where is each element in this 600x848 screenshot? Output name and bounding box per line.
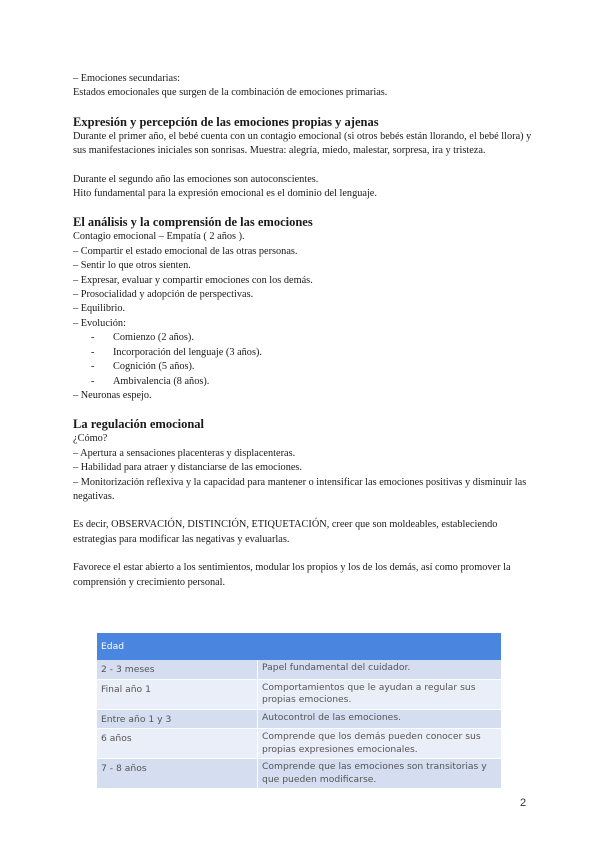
paragraph-primer-ano: Durante el primer año, el bebé cuenta con un contagio emocional (si otros bebés están llorando, el bebé llora) y sus manifestaciones iniciales son sonrisas. Muestra: alegría, miedo, malestar, sorpresa, ira y tristeza. bbox=[73, 130, 532, 157]
list-item: – Neuronas espejo. bbox=[73, 389, 152, 401]
table-header-row bbox=[97, 633, 501, 660]
table-cell-description: Comportamientos que le ayudan a regular sus propias emociones. bbox=[258, 679, 502, 709]
age-table bbox=[97, 633, 501, 789]
table-row bbox=[97, 729, 501, 759]
section-title-analisis: El análisis y la comprensión de las emociones bbox=[73, 215, 313, 230]
sub-list-dash: - bbox=[91, 375, 95, 387]
intro-line-2: Estados emocionales que surgen de la combinación de emociones primarias. bbox=[73, 87, 388, 99]
sub-list-dash: - bbox=[91, 332, 95, 344]
intro-line-1: – Emociones secundarias: bbox=[73, 73, 180, 84]
table-cell-description: Comprende que los demás pueden conocer sus propias expresiones emocionales. bbox=[258, 729, 502, 759]
table-cell-age: Entre año 1 y 3 bbox=[97, 709, 258, 729]
table-header-cell bbox=[258, 633, 502, 660]
table-cell-description: Autocontrol de las emociones. bbox=[258, 709, 502, 729]
question-line: ¿Cómo? bbox=[73, 433, 108, 445]
page-body bbox=[73, 72, 533, 590]
list-item: – Prosocialidad y adopción de perspectivas. bbox=[73, 289, 254, 301]
table-cell-description: Comprende que las emociones son transitorias y que pueden modificarse. bbox=[258, 759, 502, 789]
section-title-expresion: Expresión y percepción de las emociones propias y ajenas bbox=[73, 114, 379, 129]
table-cell-age: Final año 1 bbox=[97, 679, 258, 709]
sub-list-item: - Incorporación del lenguaje (3 años). bbox=[73, 346, 533, 360]
list-item: – Sentir lo que otros sienten. bbox=[73, 260, 191, 272]
list-item: Contagio emocional – Empatía ( 2 años ). bbox=[73, 231, 245, 243]
list-item: – Evolución: bbox=[73, 317, 126, 329]
paragraph-favorece: Favorece el estar abierto a los sentimientos, modular los propios y los de los demás, así como promover la comprensión y crecimiento personal. bbox=[73, 562, 511, 588]
table-row bbox=[97, 660, 501, 679]
list-item: – Expresar, evaluar y compartir emociones con los demás. bbox=[73, 274, 313, 286]
sub-list-item: - Comienzo (2 años). bbox=[73, 331, 533, 345]
table-row bbox=[97, 679, 501, 709]
sub-list-dash: - bbox=[91, 361, 95, 373]
table-cell-description: Papel fundamental del cuidador. bbox=[258, 660, 502, 679]
list-item: – Monitorización reflexiva y la capacidad para mantener o intensificar las emociones positivas y disminuir las negativas. bbox=[73, 476, 527, 502]
list-item: – Compartir el estado emocional de las otras personas. bbox=[73, 245, 298, 257]
sub-list-item: - Ambivalencia (8 años). bbox=[73, 375, 533, 389]
list-item: – Habilidad para atraer y distanciarse de las emociones. bbox=[73, 462, 303, 474]
paragraph-es-decir: Es decir, OBSERVACIÓN, DISTINCIÓN, ETIQUETACIÓN, creer que son moldeables, estableciendo estrategias para modificar las negativas y evaluarlas. bbox=[73, 519, 498, 545]
table-cell-age: 6 años bbox=[97, 729, 258, 759]
table-row bbox=[97, 709, 501, 729]
section-title-regulacion: La regulación emocional bbox=[73, 417, 205, 432]
list-item: – Equilibrio. bbox=[73, 303, 126, 315]
list-item: – Apertura a sensaciones placenteras y displacenteras. bbox=[73, 447, 296, 459]
table-cell-age: 7 - 8 años bbox=[97, 759, 258, 789]
table-header-cell: Edad bbox=[97, 633, 258, 660]
paragraph-hito: Hito fundamental para la expresión emocional es el dominio del lenguaje. bbox=[73, 188, 377, 200]
table-row bbox=[97, 759, 501, 789]
sub-list-dash: - bbox=[91, 346, 95, 358]
table-cell-age: 2 - 3 meses bbox=[97, 660, 258, 679]
paragraph-segundo-ano: Durante el segundo año las emociones son autoconscientes. bbox=[73, 173, 319, 185]
sub-list-item: - Cognición (5 años). bbox=[73, 360, 533, 374]
page-number: 2 bbox=[520, 797, 527, 809]
